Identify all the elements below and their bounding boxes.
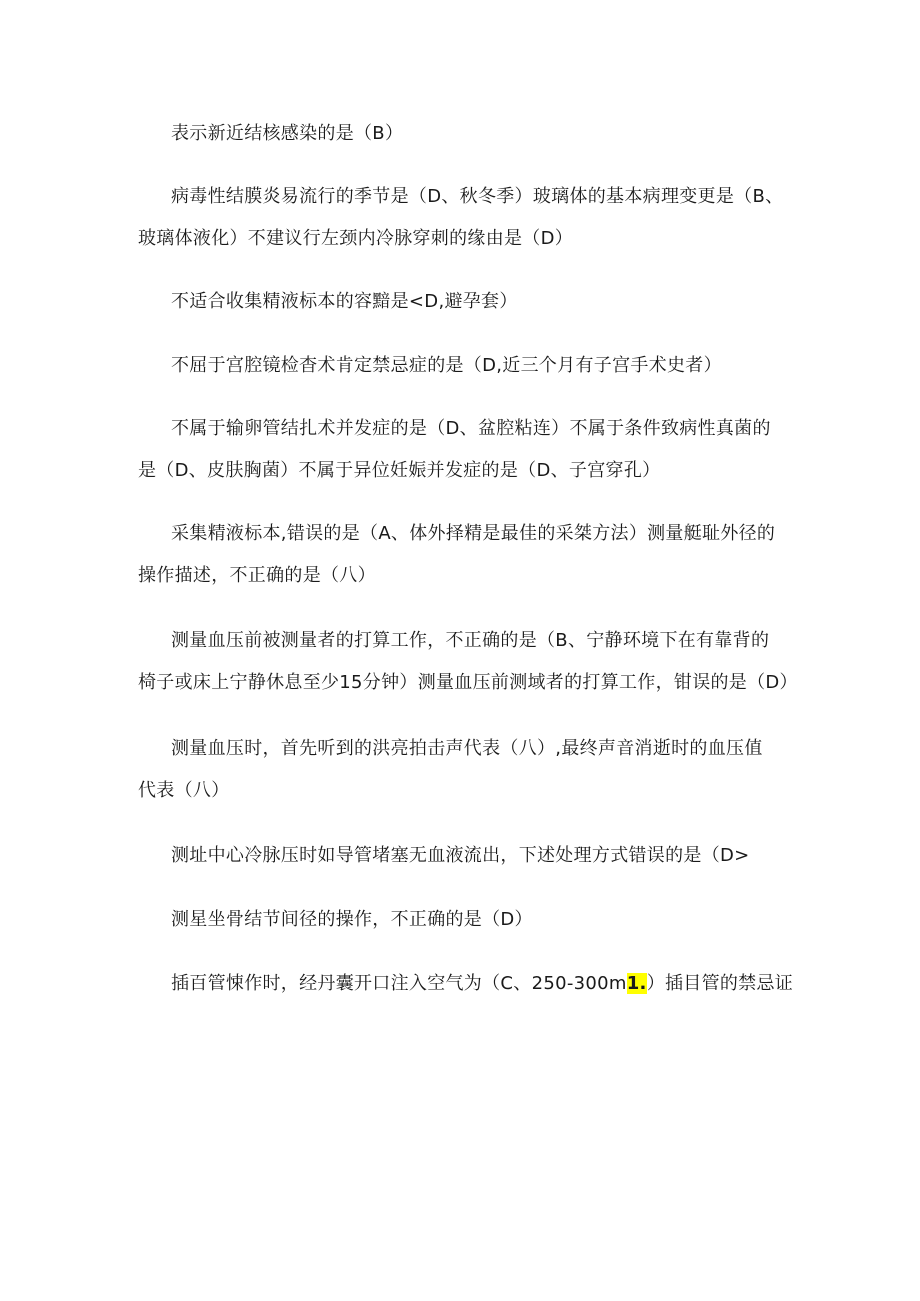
text-line: 测量血压前被测量者的打算工作，不正确的是（B、宁静环境下在有靠背的 bbox=[171, 630, 770, 651]
paragraph bbox=[138, 963, 794, 1005]
text-line: 是（D、皮肤胸菌）不属于异位妊娠并发症的是（D、子宫穿孔） bbox=[138, 460, 661, 481]
paragraph bbox=[138, 513, 788, 597]
paragraph bbox=[138, 176, 788, 260]
paragraph bbox=[138, 835, 788, 877]
text-run: ）插目管的禁忌证 bbox=[646, 973, 794, 994]
text-line bbox=[138, 963, 794, 1005]
text-line: 操作描述，不正确的是（八） bbox=[138, 565, 376, 586]
text-line: 不屈于宫腔镜检杳术肯定禁忌症的是（D,近三个月有子宫手术史者） bbox=[171, 355, 722, 376]
paragraph bbox=[138, 620, 798, 704]
paragraph bbox=[138, 728, 788, 812]
text-line: 测量血压时，首先听到的洪亮拍击声代表（八）,最终声音消逝时的血压值 bbox=[171, 738, 763, 759]
paragraph bbox=[138, 113, 788, 155]
paragraph bbox=[138, 345, 788, 387]
text-line: 玻璃体液化）不建议行左颈内冷脉穿刺的缘由是（D） bbox=[138, 228, 574, 249]
text-line: 不属于输卵管结扎术并发症的是（D、盆腔粘连）不属于条件致病性真菌的 bbox=[171, 418, 771, 439]
text-line: 表示新近结核感染的是（B） bbox=[171, 123, 404, 144]
highlighted-text: 1. bbox=[626, 973, 647, 994]
text-line: 代表（八） bbox=[138, 780, 230, 801]
text-line: 测址中心冷脉压时如导管堵塞无血液流出，下述处理方式错误的是（D> bbox=[171, 845, 750, 866]
text-line: 测星坐骨结节间径的操作，不正确的是（D） bbox=[171, 909, 533, 930]
paragraph bbox=[138, 899, 788, 941]
text-line: 采集精液标本,错误的是（A、体外择精是最佳的采桀方法）测量艇耻外径的 bbox=[171, 523, 776, 544]
text-run: 插百管悚作时，经丹囊开口注入空气为（C、250-300m bbox=[171, 973, 627, 994]
paragraph bbox=[138, 281, 788, 323]
text-line: 椅子或床上宁静休息至少15分钟）测量血压前测域者的打算工作，钳误的是（D） bbox=[138, 672, 798, 693]
text-line: 不适合收集精液标本的容黯是<D,避孕套） bbox=[171, 291, 518, 312]
paragraph bbox=[138, 408, 788, 492]
text-line: 病毒性结膜炎易流行的季节是（D、秋冬季）玻璃体的基本病理变更是（B、 bbox=[171, 186, 784, 207]
